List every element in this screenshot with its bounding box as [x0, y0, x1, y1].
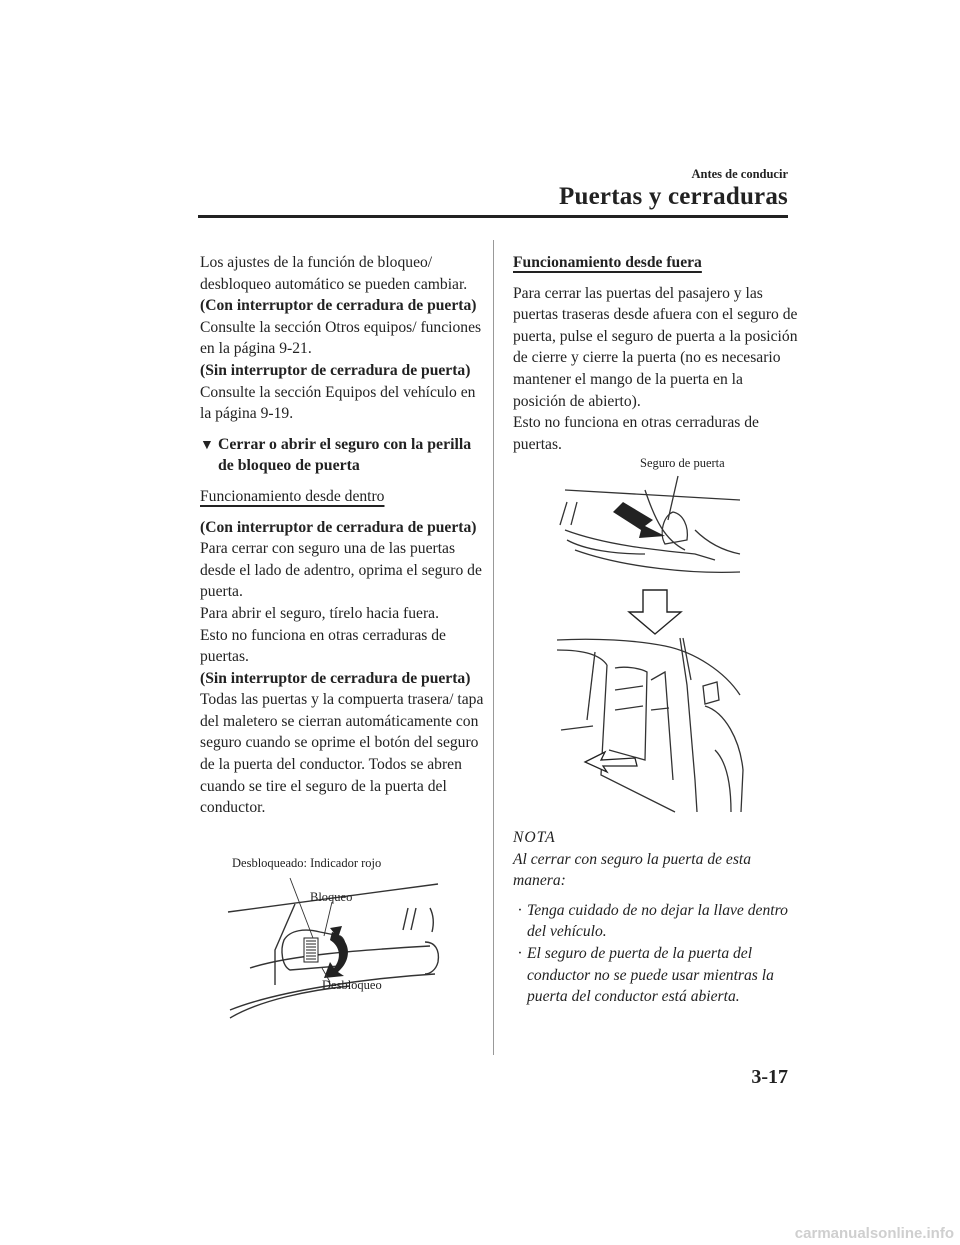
paragraph: Consulte la sección Otros equipos/ funciones en la página 9-21. [200, 318, 482, 358]
exterior-lock-figure [555, 450, 755, 815]
paragraph: Para cerrar las puertas del pasajero y las puertas traseras desde afuera con el seguro de puerta, pulse el seguro de puerta a la posición de cierre y cierre la puerta (no es necesario mantener el mango de la puerta en la posición de abierto). [513, 284, 798, 410]
door-lock-sequence-illustration [555, 450, 755, 815]
header-rule [198, 215, 788, 218]
label-unlocked-indicator: Desbloqueado: Indicador rojo [232, 856, 382, 870]
paragraph: Todas las puertas y la compuerta trasera/ tapa del maletero se cierran automáticamente con seguro cuando se oprime el botón del seguro de la puerta del conductor. Todos se abren cuando se tire el seguro de la puerta del conductor. [200, 691, 484, 817]
subheading-with-switch: (Con interruptor de cerradura de puerta) [200, 297, 477, 315]
paragraph: Para abrir el seguro, tírelo hacia fuera. [200, 604, 439, 622]
subsection-title-outside: Funcionamiento desde fuera [513, 254, 702, 271]
triangle-marker-icon: ▼ [200, 437, 214, 453]
label-unlock: Desbloqueo [322, 978, 382, 992]
paragraph: Esto no funciona en otras cerraduras de puertas. [200, 626, 446, 666]
interior-lock-figure [220, 850, 480, 1025]
column-divider [493, 240, 494, 1055]
list-item [513, 900, 798, 943]
section-heading-text: Cerrar o abrir el seguro con la perilla de bloqueo de puerta [218, 435, 472, 475]
note-bullet-text: Tenga cuidado de no dejar la llave dentro del vehículo. [527, 901, 788, 941]
paragraph: Consulte la sección Equipos del vehículo en la página 9-19. [200, 383, 476, 423]
note-intro: Al cerrar con seguro la puerta de esta manera: [513, 850, 752, 890]
note-block [513, 827, 798, 1008]
label-door-lock-knob: Seguro de puerta [640, 456, 725, 470]
right-column [513, 252, 798, 455]
paragraph: Los ajustes de la función de bloqueo/ desbloqueo automático se pueden cambiar. [200, 254, 468, 293]
left-column [200, 252, 485, 819]
label-lock: Bloqueo [310, 890, 353, 904]
section-title: Puertas y cerraduras [559, 183, 788, 210]
paragraph: Esto no funciona en otras cerraduras de puertas. [513, 414, 759, 453]
subsection-title-inside: Funcionamiento desde dentro [200, 487, 385, 505]
note-bullet-text: El seguro de puerta de la puerta del conductor no se puede usar mientras la puerta del conductor está abierta. [527, 944, 774, 1006]
list-item [513, 943, 798, 1008]
subheading-without-switch: (Sin interruptor de cerradura de puerta) [200, 361, 471, 379]
paragraph: Para cerrar con seguro una de las puertas desde el lado de adentro, oprima el seguro de puerta. [200, 540, 482, 601]
interior-door-lock-illustration [220, 850, 480, 1025]
watermark: carmanualsonline.info [794, 1225, 954, 1242]
bullet-dot: · [517, 944, 523, 962]
section-heading [200, 434, 485, 477]
page-number: 3-17 [751, 1066, 788, 1088]
bullet-dot: · [517, 901, 523, 919]
subheading-without-switch: (Sin interruptor de cerradura de puerta) [200, 669, 471, 687]
note-title: NOTA [513, 829, 556, 846]
subheading-with-switch: (Con interruptor de cerradura de puerta) [200, 518, 477, 536]
chapter-title: Antes de conducir [691, 167, 788, 181]
